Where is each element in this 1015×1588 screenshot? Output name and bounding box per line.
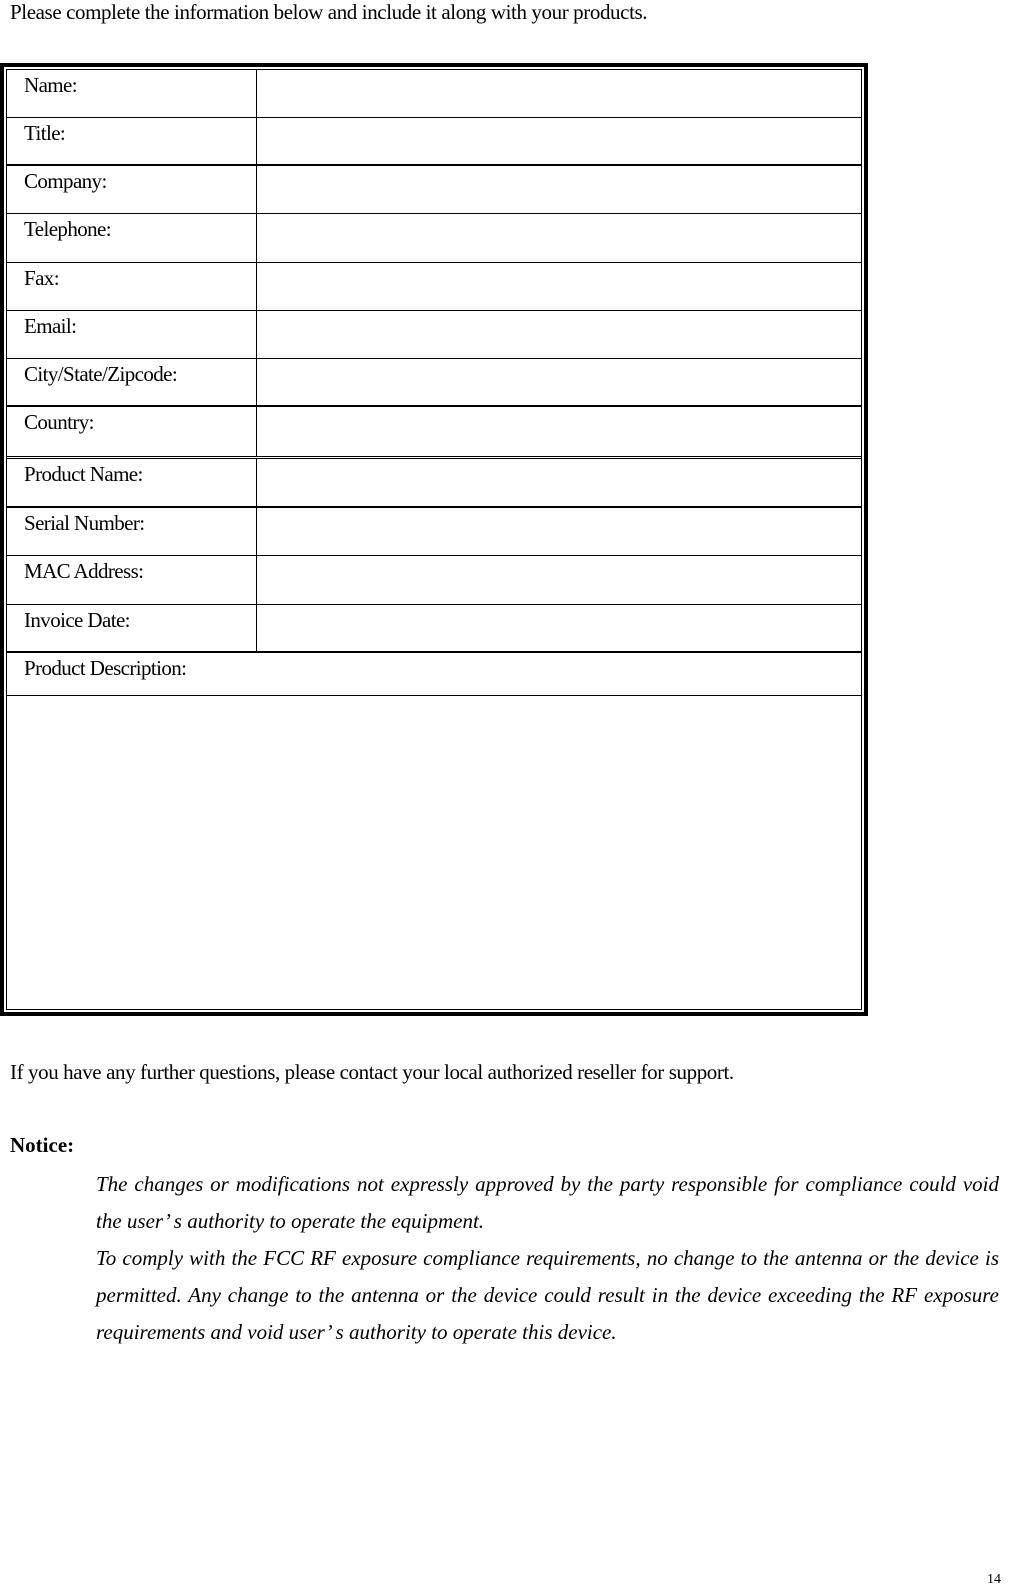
- mac-address-field[interactable]: [257, 556, 861, 604]
- form-row-product-name: [7, 459, 861, 508]
- fax-field[interactable]: [257, 263, 861, 310]
- form-row-email: [7, 311, 861, 359]
- notice-body: [96, 1166, 999, 1351]
- invoice-date-label: Invoice Date:: [24, 608, 130, 632]
- product-description-field[interactable]: [7, 696, 861, 1009]
- registration-form: [0, 63, 868, 1016]
- company-label: Company:: [24, 169, 107, 193]
- title-label: Title:: [24, 121, 66, 145]
- form-row-telephone: [7, 214, 861, 263]
- form-row-invoice-date: [7, 605, 861, 653]
- form-row-serial-number: [7, 508, 861, 556]
- form-row-title: [7, 118, 861, 166]
- city-label: City/State/Zipcode:: [24, 362, 178, 386]
- form-row-fax: [7, 263, 861, 311]
- notice-title: Notice:: [10, 1133, 75, 1157]
- mac-address-label: MAC Address:: [24, 559, 144, 583]
- email-field[interactable]: [257, 311, 861, 358]
- company-field[interactable]: [257, 166, 861, 213]
- support-text: If you have any further questions, please contact your local authorized reseller for support.: [10, 1060, 734, 1084]
- title-field[interactable]: [257, 118, 861, 164]
- name-label: Name:: [24, 73, 77, 97]
- page-number: 14: [987, 1572, 1001, 1587]
- email-label: Email:: [24, 314, 77, 338]
- city-field[interactable]: [257, 359, 861, 405]
- name-field[interactable]: [257, 70, 861, 117]
- product-name-label: Product Name:: [24, 462, 143, 486]
- notice-paragraph: The changes or modifications not expressly approved by the party responsible for compliance could void the user’ s authority to operate the equipment.: [96, 1172, 999, 1233]
- intro-text: Please complete the information below and include it along with your products.: [10, 0, 648, 24]
- form-row-mac-address: [7, 556, 861, 605]
- country-field[interactable]: [257, 407, 861, 456]
- form-row-country: [7, 407, 861, 459]
- form-row-city: [7, 359, 861, 407]
- form-row-name: [7, 70, 861, 118]
- form-row-company: [7, 166, 861, 214]
- product-name-field[interactable]: [257, 459, 861, 506]
- form-row-product-description: [7, 653, 861, 696]
- notice-paragraph: To comply with the FCC RF exposure compliance requirements, no change to the antenna or the device is permitted. Any change to the antenna or the device could result in the device exceeding the RF exposure requirements and void user’ s authority to operate this device.: [96, 1246, 999, 1344]
- registration-form-inner: [6, 69, 862, 1010]
- telephone-label: Telephone:: [24, 217, 111, 241]
- telephone-field[interactable]: [257, 214, 861, 262]
- serial-number-field[interactable]: [257, 508, 861, 555]
- product-description-label: Product Description:: [24, 656, 187, 680]
- invoice-date-field[interactable]: [257, 605, 861, 651]
- country-label: Country:: [24, 410, 94, 434]
- fax-label: Fax:: [24, 266, 59, 290]
- serial-number-label: Serial Number:: [24, 511, 145, 535]
